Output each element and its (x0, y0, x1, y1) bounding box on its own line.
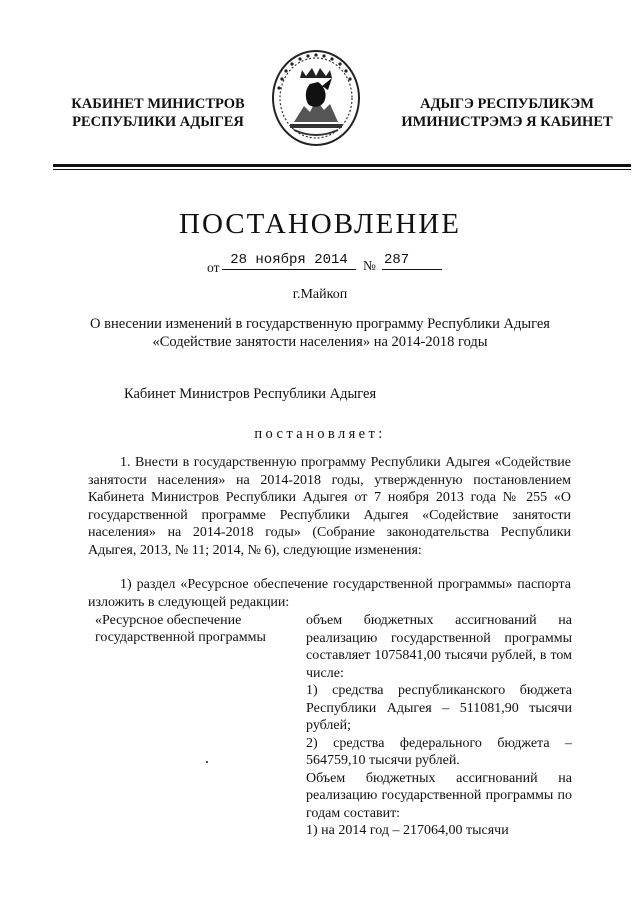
date-prefix-label: от (207, 260, 220, 275)
resource-label-line2: государственной программы (95, 630, 266, 645)
coat-of-arms-emblem (270, 48, 362, 148)
document-date: 28 ноября 2014 (230, 252, 348, 268)
city-name: г.Майкоп (292, 287, 348, 302)
resource-regional-budget: 1) средства республиканского бюджета Республики Адыгея – 511081,90 тысячи рублей; (306, 683, 572, 733)
resource-year-2014: 1) на 2014 год – 217064,00 тысячи (306, 823, 509, 838)
subject-line-2: «Содействие занятости населения» на 2014-2018 годы (152, 334, 488, 350)
issuer-header-russian-line1: КАБИНЕТ МИНИСТРОВ (71, 96, 245, 112)
issuer-header-adyghe-line2: ИМИНИСТРЭМЭ Я КАБИНЕТ (401, 114, 613, 130)
number-underline (382, 269, 442, 270)
resource-section-content (306, 612, 572, 840)
issuer-header-adyghe-line1: АДЫГЭ РЕСПУБЛИКЭМ (420, 96, 594, 112)
subject-line-1: О внесении изменений в государственную программу Республики Адыгея (90, 316, 550, 332)
document-number: 287 (384, 252, 410, 268)
resource-section-label (95, 612, 290, 646)
document-subject (60, 315, 580, 351)
paragraph-2: 1) раздел «Ресурсное обеспечение государственной программы» паспорта изложить в следующей редакции: (88, 577, 571, 610)
resource-label-line1: «Ресурсное обеспечение (95, 613, 242, 628)
number-sign-label: № (363, 258, 376, 273)
header-divider-thick (53, 164, 631, 167)
resource-total: объем бюджетных ассигнований на реализацию государственной программы составляет 1075841,00 тысячи рублей, в том числе: (306, 613, 572, 681)
issuing-body: Кабинет Министров Республики Адыгея (124, 386, 377, 402)
decree-word: постановляет: (254, 426, 386, 442)
paragraph-1: 1. Внести в государственную программу Республики Адыгея «Содействие занятости населения» на 2014-2018 годы, утвержденную постановлением Кабинета Министров Республики Адыгея от 7 ноября 2013 года № 255 «О государственной программе Республики Адыгея «Содействие занятости населения» на 2014-2018 годы» (Собрание законодательства Республики Адыгея, 2013, № 11; 2014, № 6), следующие изменения: (88, 455, 571, 558)
document-title: ПОСТАНОВЛЕНИЕ (179, 208, 461, 240)
scan-speck (206, 761, 208, 763)
date-number-row (0, 252, 640, 276)
header-divider-thin (53, 169, 631, 170)
issuer-header-adyghe (392, 95, 622, 131)
resource-by-year-intro: Объем бюджетных ассигнований на реализацию государственной программы по годам составит: (306, 770, 572, 821)
issuer-header-russian-line2: РЕСПУБЛИКИ АДЫГЕЯ (72, 114, 244, 130)
issuer-header-russian (58, 95, 258, 131)
date-underline (222, 269, 356, 270)
resource-federal-budget: 2) средства федерального бюджета – 564759,10 тысячи рублей. (306, 735, 572, 768)
